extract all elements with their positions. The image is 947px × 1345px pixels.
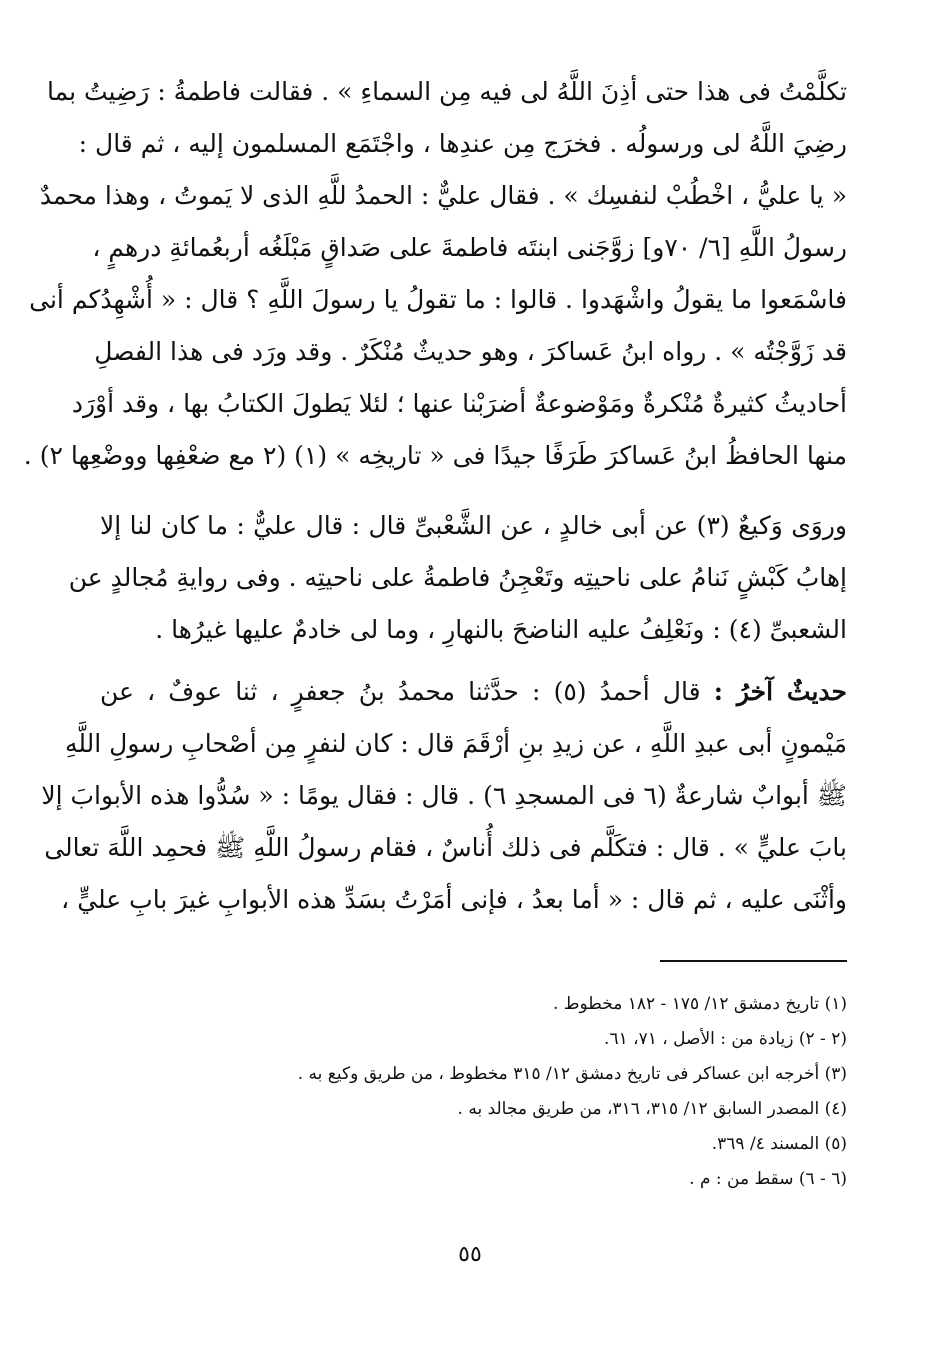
footnote-separator — [660, 960, 847, 962]
text-line: الشعبىِّ (٤) : ونَعْلِفُ عليه الناضحَ بالنهارِ ، وما لى خادمٌ عليها غيرُها . — [155, 615, 847, 644]
text-line: إهابُ كَبْشٍ نَنامُ على ناحيتِه وتَعْجِنُ فاطمةُ على ناحيتِه . وفى روايةِ مُجالدٍ عن — [68, 563, 847, 592]
text-line-rest: قال أحمدُ (٥) : حدَّثنا محمدُ بنُ جعفرٍ ، ثنا عوفٌ ، عن — [100, 677, 701, 706]
text-line: بابَ عليٍّ » . قال : فتكَلَّم فى ذلك أُناسٌ ، فقام رسولُ اللَّهِ ﷺ فحمِد اللَّهَ تعالى — [44, 833, 847, 862]
text-line: « يا عليُّ ، اخْطُبْ لنفسِك » . فقال عليٌّ : الحمدُ للَّهِ الذى لا يَموتُ ، وهذا محمدٌ — [39, 181, 847, 210]
text-line: قد زَوَّجْتُه » . رواه ابنُ عَساكرَ ، وهو حديثٌ مُنْكَرٌ . وقد ورَد فى هذا الفصلِ — [94, 337, 847, 366]
text-line: منها الحافظُ ابنُ عَساكرَ طَرَفًا جيدًا فى « تاريخِه » (١) (٢ مع ضعْفِها ووضْعِها ٢) . — [23, 441, 847, 470]
section-heading: حديثٌ آخرُ : — [713, 677, 848, 706]
text-line: ﷺ أبوابٌ شارعةٌ (٦ فى المسجدِ ٦) . قال : فقال يومًا : « سُدُّوا هذه الأبوابَ إلا — [41, 781, 847, 810]
text-line: أحاديثُ كثيرةٌ مُنْكرةٌ ومَوْضوعةٌ أضرَبْنا عنها ؛ لئلا يَطولَ الكتابُ بها ، وقد أوْرَد — [71, 389, 847, 418]
text-line: وأثْنَى عليه ، ثم قال : « أما بعدُ ، فإنى أمَرْتُ بسَدِّ هذه الأبوابِ غيرَ بابِ عليٍّ ، — [61, 885, 847, 914]
text-line: فاسْمَعوا ما يقولُ واشْهَدوا . قالوا : ما تقولُ يا رسولَ اللَّهِ ؟ قال : « أُشْهِدُكم أنى — [29, 285, 847, 314]
footnote: (٤) المصدر السابق ١٢/ ٣١٥، ٣١٦، من طريق مجالد به . — [457, 1099, 847, 1119]
text-line: رسولُ اللَّهِ [٦/ ٧٠و] زوَّجَنى ابنتَه فاطمةَ على صَداقٍ مَبْلَغُه أربعُمائةِ درهمٍ ، — [92, 233, 847, 262]
page-number: ٥٥ — [458, 1242, 482, 1267]
footnote: (٦ - ٦) سقط من : م . — [689, 1169, 847, 1189]
footnote: (٣) أخرجه ابن عساكر فى تاريخ دمشق ١٢/ ٣١٥ مخطوط ، من طريق وكيع به . — [297, 1064, 847, 1084]
text-line: وروَى وَكيعٌ (٣) عن أبى خالدٍ ، عن الشَّعْبىِّ قال : قال عليٌّ : ما كان لنا إلا — [100, 511, 847, 540]
footnote: (٢ - ٢) زيادة من : الأصل ، ٧١، ٦١. — [604, 1029, 847, 1049]
text-line: تكلَّمْتُ فى هذا حتى أذِنَ اللَّهُ لى فيه مِن السماءِ » . فقالت فاطمةُ : رَضِيتُ بما — [47, 77, 847, 106]
footnote: (٥) المسند ٤/ ٣٦٩. — [711, 1134, 847, 1154]
text-line: رضِيَ اللَّهُ لى ورسولُه . فخرَج مِن عندِها ، واجْتَمَع المسلمون إليه ، ثم قال : — [78, 129, 847, 158]
footnote: (١) تاريخ دمشق ١٢/ ١٧٥ - ١٨٢ مخطوط . — [552, 994, 847, 1014]
text-line — [100, 672, 847, 712]
text-line: مَيْمونٍ أبى عبدِ اللَّهِ ، عن زيدِ بنِ أرْقَمَ قال : كان لنفرٍ مِن أصْحابِ رسولِ اللَّهِ — [64, 729, 847, 758]
